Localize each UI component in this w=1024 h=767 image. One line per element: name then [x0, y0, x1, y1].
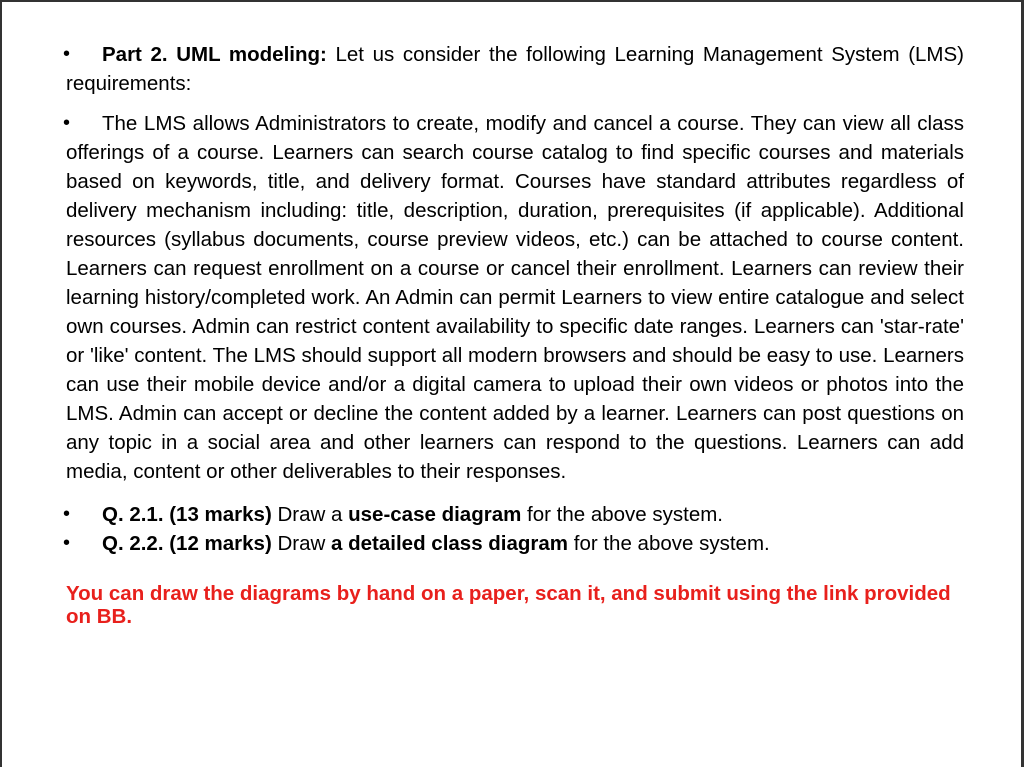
submission-note: You can draw the diagrams by hand on a paper, scan it, and submit using the link provided on BB. [66, 582, 951, 628]
document-body [63, 40, 965, 628]
question-emphasis: use-case diagram [348, 503, 522, 526]
question-text [66, 500, 964, 529]
requirements-paragraph: The LMS allows Administrators to create, modify and cancel a course. They can view all class offerings of a course. Learners can search course catalog to find specific courses and materials based on keywords, title, and delivery format. Courses have standard attributes regardless of delivery mechanism including: title, description, duration, prerequisites (if applicable). Additional resources (syllabus documents, course preview videos, etc.) can be attached to course content. Learners can request enrollment on a course or cancel their enrollment. Learners can review their learning history/completed work. An Admin can permit Learners to view entire catalogue and select own courses. Admin can restrict content availability to specific date ranges. Learners can 'star-rate' or 'like' content. The LMS should support all modern browsers and should be easy to use. Learners can use their mobile device and/or a digital camera to upload their own videos or photos into the LMS. Admin can accept or decline the content added by a learner. Learners can post questions on any topic in a social area and other learners can respond to the questions. Learners can add media, content or other deliverables to their responses. [66, 112, 964, 483]
part2-heading-bullet [63, 40, 965, 98]
question-text [66, 529, 964, 558]
question-label: Q. 2.2. (12 marks) [102, 532, 272, 555]
part2-heading: Part 2. UML modeling: [102, 43, 327, 66]
bullet-marker: • [63, 112, 71, 134]
question-label: Q. 2.1. (13 marks) [102, 503, 272, 526]
part2-intro: Let us consider the following Learning Management System (LMS) requirements: [66, 43, 965, 95]
requirements-bullet [63, 109, 964, 486]
question-post: for the above system. [521, 503, 724, 526]
question-emphasis: a detailed class diagram [331, 532, 569, 555]
bullet-marker: • [63, 503, 71, 525]
question-2-1 [63, 500, 964, 529]
bullet-marker: • [63, 43, 71, 65]
question-pre: Draw [271, 532, 332, 555]
question-post: for the above system. [568, 532, 770, 555]
question-pre: Draw a [271, 503, 349, 526]
bullet-marker: • [63, 532, 71, 554]
question-2-2 [63, 529, 964, 558]
part2-paragraph [66, 40, 964, 98]
